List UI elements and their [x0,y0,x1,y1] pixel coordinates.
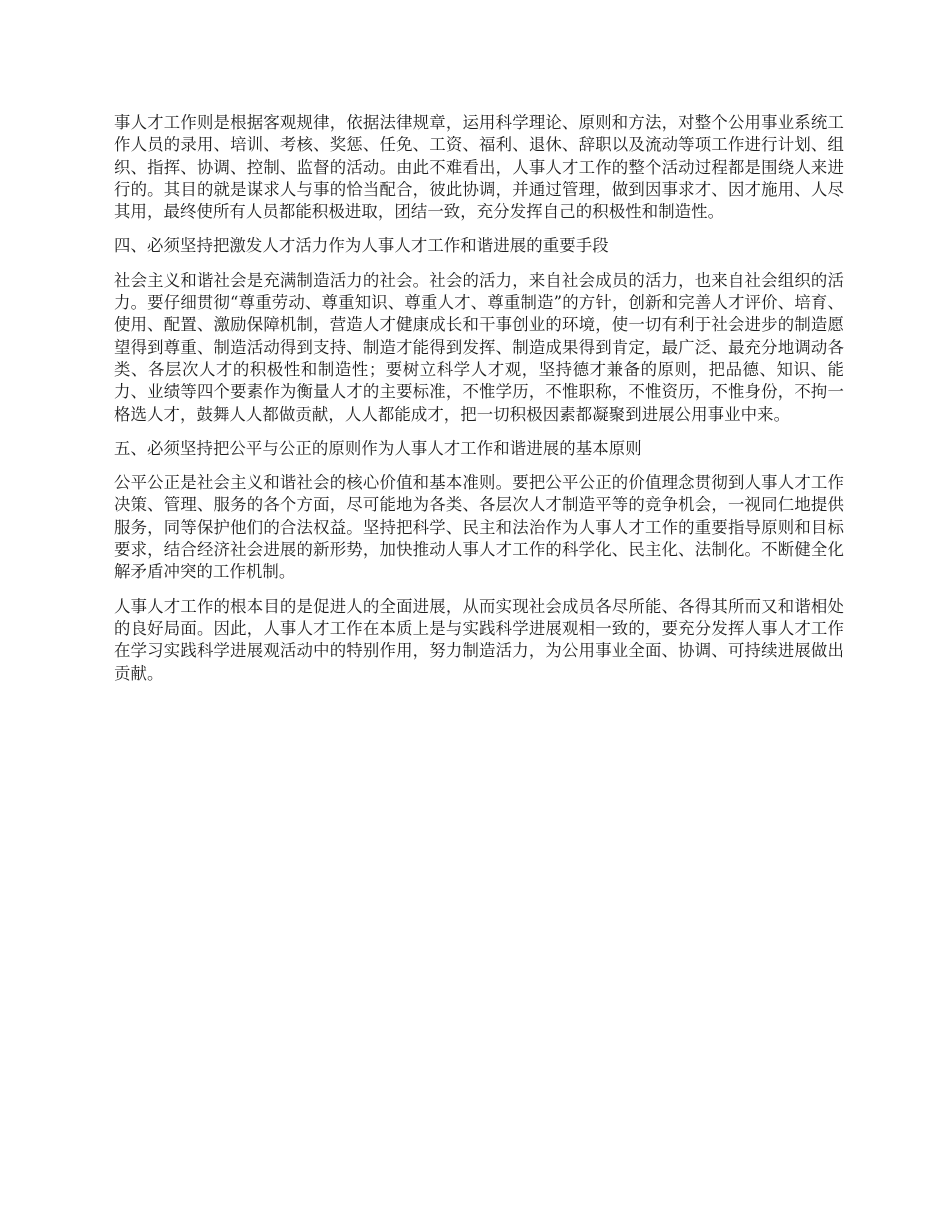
section-heading-5: 五、必须坚持把公平与公正的原则作为人事人才工作和谐进展的基本原则 [114,438,642,458]
body-paragraph-3: 公平公正是社会主义和谐社会的核心价值和基本准则。要把公平公正的价值理念贯彻到人事人才工作决策、管理、服务的各个方面，尽可能地为各类、各层次人才制造平等的竞争机会，一视同仁地提供服务，同等保护他们的合法权益。坚持把科学、民主和法治作为人事人才工作的重要指导原则和目标要求，结合经济社会进展的新形势，加快推动人事人才工作的科学化、民主化、法制化。不断健全化解矛盾冲突的工作机制。 [114,473,844,582]
document-body [114,112,844,697]
body-paragraph-1: 事人才工作则是根据客观规律，依据法律规章，运用科学理论、原则和方法，对整个公用事业系统工作人员的录用、培训、考核、奖惩、任免、工资、福利、退休、辞职以及流动等项工作进行计划、组织、指挥、协调、控制、监督的活动。由此不难看出，人事人才工作的整个活动过程都是围绕人来进行的。其目的就是谋求人与事的恰当配合，彼此协调，并通过管理，做到因事求才、因才施用、人尽其用，最终使所有人员都能积极进取，团结一致，充分发挥自己的积极性和制造性。 [114,113,844,222]
body-paragraph-4: 人事人才工作的根本目的是促进人的全面进展，从而实现社会成员各尽所能、各得其所而又和谐相处的良好局面。因此，人事人才工作在本质上是与实践科学进展观相一致的，要充分发挥人事人才工作在学习实践科学进展观活动中的特别作用，努力制造活力，为公用事业全面、协调、可持续进展做出贡献。 [114,596,844,683]
body-paragraph-2: 社会主义和谐社会是充满制造活力的社会。社会的活力，来自社会成员的活力，也来自社会组织的活力。要仔细贯彻“尊重劳动、尊重知识、尊重人才、尊重制造”的方针，创新和完善人才评价、培育、使用、配置、激励保障机制，营造人才健康成长和干事创业的环境，使一切有利于社会进步的制造愿望得到尊重、制造活动得到支持、制造才能得到发挥、制造成果得到肯定，最广泛、最充分地调动各类、各层次人才的积极性和制造性；要树立科学人才观，坚持德才兼备的原则，把品德、知识、能力、业绩等四个要素作为衡量人才的主要标准，不惟学历，不惟职称，不惟资历，不惟身份，不拘一格选人才，鼓舞人人都做贡献，人人都能成才，把一切积极因素都凝聚到进展公用事业中来。 [114,270,844,424]
section-heading-4: 四、必须坚持把激发人才活力作为人事人才工作和谐进展的重要手段 [114,236,609,256]
